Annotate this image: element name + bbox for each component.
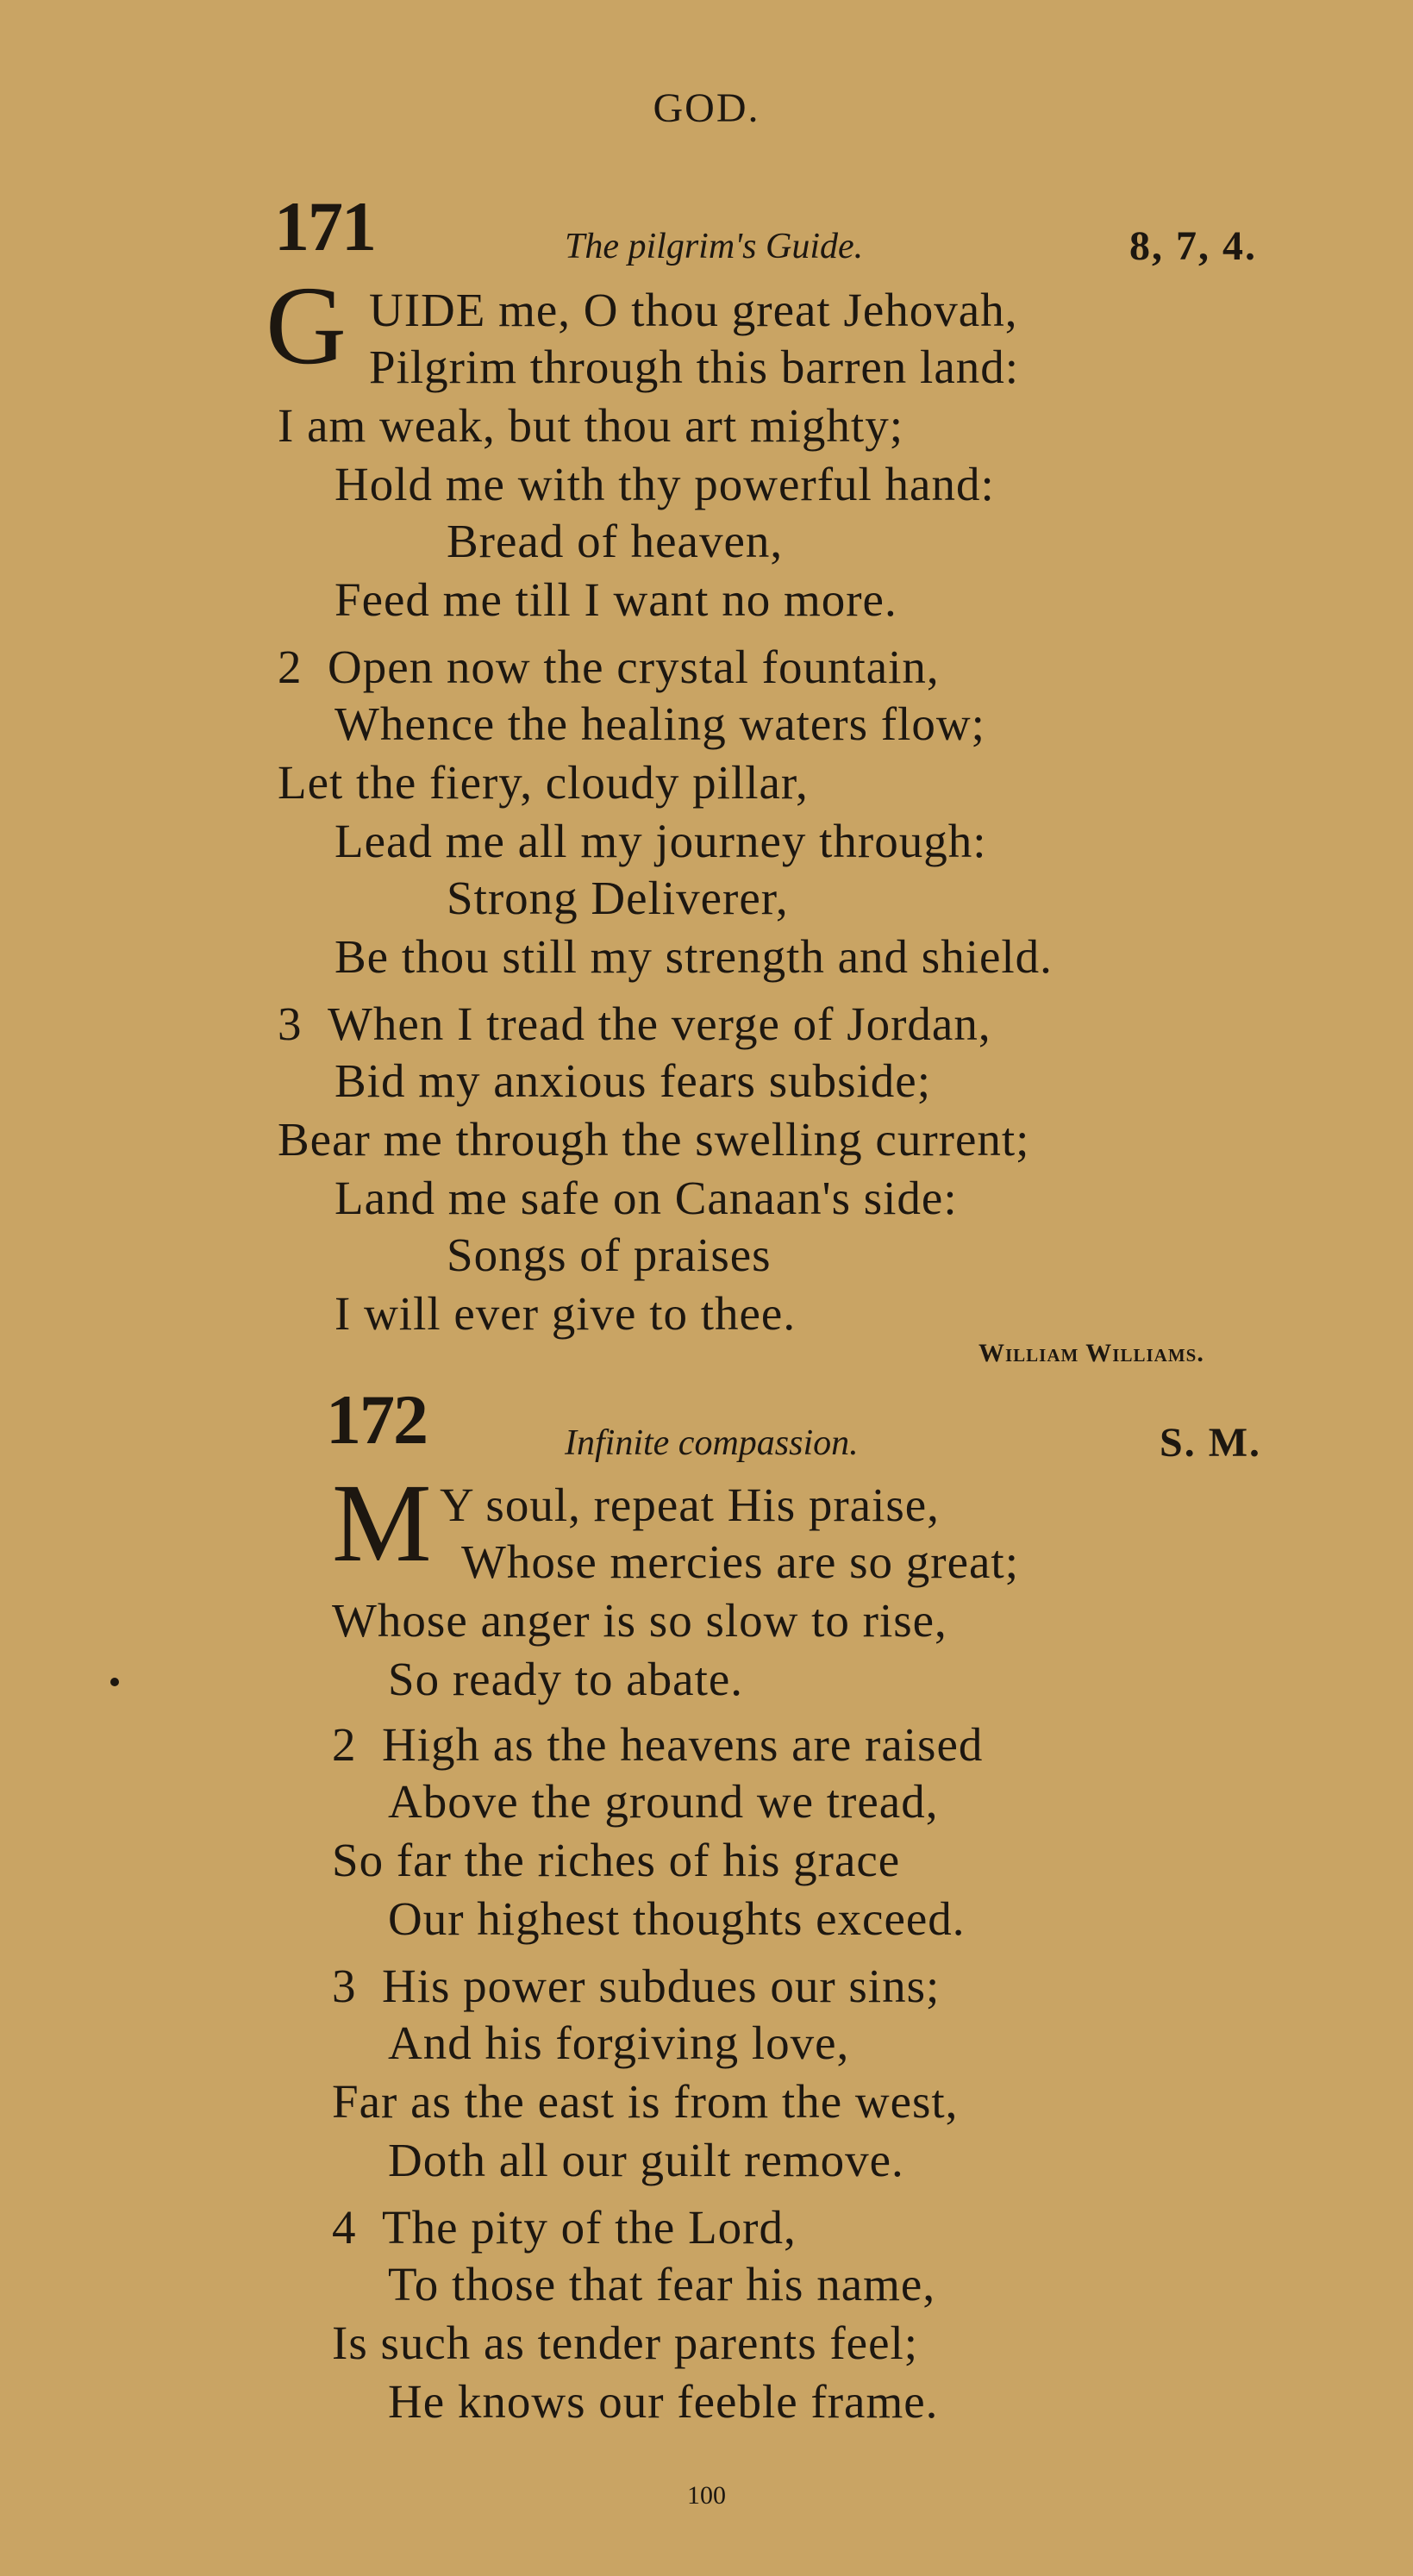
- verse-line: Let the fiery, cloudy pillar,: [278, 756, 809, 809]
- verse-line: So ready to abate.: [388, 1653, 744, 1705]
- verse-line: 2 Open now the crystal fountain,: [278, 641, 940, 693]
- verse-line: Land me safe on Canaan's side:: [334, 1172, 958, 1224]
- verse-line: UIDE me, O thou great Jehovah,: [369, 284, 1018, 336]
- ink-speck: [110, 1678, 119, 1686]
- page-number: 100: [687, 2481, 726, 2510]
- hymn-meter: S. M.: [1160, 1420, 1261, 1466]
- verse-line: Strong Deliverer,: [447, 872, 789, 924]
- hymn-title: Infinite compassion.: [565, 1423, 859, 1463]
- verse-line: Whose anger is so slow to rise,: [332, 1594, 947, 1647]
- hymn-number: 172: [326, 1380, 427, 1459]
- verse-line: He knows our feeble frame.: [388, 2375, 939, 2428]
- verse-line: Far as the east is from the west,: [332, 2075, 959, 2128]
- verse-line: Whose mercies are so great;: [461, 1535, 1019, 1588]
- verse-line: I am weak, but thou art mighty;: [278, 399, 903, 452]
- verse-line: So far the riches of his grace: [332, 1834, 901, 1886]
- verse-line: And his forgiving love,: [388, 2016, 850, 2069]
- verse-line: 3 When I tread the verge of Jordan,: [278, 997, 991, 1050]
- hymn-number: 171: [274, 187, 375, 266]
- verse-line: 2 High as the heavens are raised: [332, 1718, 984, 1771]
- stanza-number: 4: [332, 2201, 357, 2254]
- verse-line: Be thou still my strength and shield.: [334, 930, 1053, 983]
- stanza-number: 2: [278, 641, 303, 693]
- verse-line: I will ever give to thee.: [334, 1287, 797, 1340]
- verse-line: Bid my anxious fears subside;: [334, 1054, 931, 1107]
- verse-line: Above the ground we tread,: [388, 1775, 939, 1828]
- verse-line: Whence the healing waters flow;: [334, 697, 985, 750]
- drop-cap: G: [266, 264, 347, 388]
- verse-line: Lead me all my journey through:: [334, 815, 987, 867]
- verse-line: Bear me through the swelling current;: [278, 1113, 1030, 1166]
- hymn-title: The pilgrim's Guide.: [565, 227, 864, 266]
- hymn-meter: 8, 7, 4.: [1129, 223, 1257, 269]
- verse-line: 4 The pity of the Lord,: [332, 2201, 797, 2254]
- verse-line: Pilgrim through this barren land:: [369, 341, 1020, 393]
- verse-line: Feed me till I want no more.: [334, 573, 897, 626]
- verse-line: Our highest thoughts exceed.: [388, 1892, 966, 1945]
- stanza-number: 3: [278, 997, 303, 1050]
- verse-line: Is such as tender parents feel;: [332, 2317, 919, 2369]
- verse-line: Hold me with thy powerful hand:: [334, 458, 995, 510]
- stanza-number: 3: [332, 1960, 357, 2012]
- drop-cap: M: [332, 1461, 432, 1585]
- verse-line: To those that fear his name,: [388, 2258, 936, 2310]
- verse-line: Doth all our guilt remove.: [388, 2134, 904, 2186]
- verse-line: Bread of heaven,: [447, 515, 784, 567]
- stanza-number: 2: [332, 1718, 357, 1771]
- verse-line: Songs of praises: [447, 1229, 772, 1281]
- running-head: GOD.: [653, 85, 760, 131]
- verse-line: 3 His power subdues our sins;: [332, 1960, 941, 2012]
- verse-line: Y soul, repeat His praise,: [440, 1479, 940, 1531]
- author-attribution: William Williams.: [978, 1339, 1204, 1367]
